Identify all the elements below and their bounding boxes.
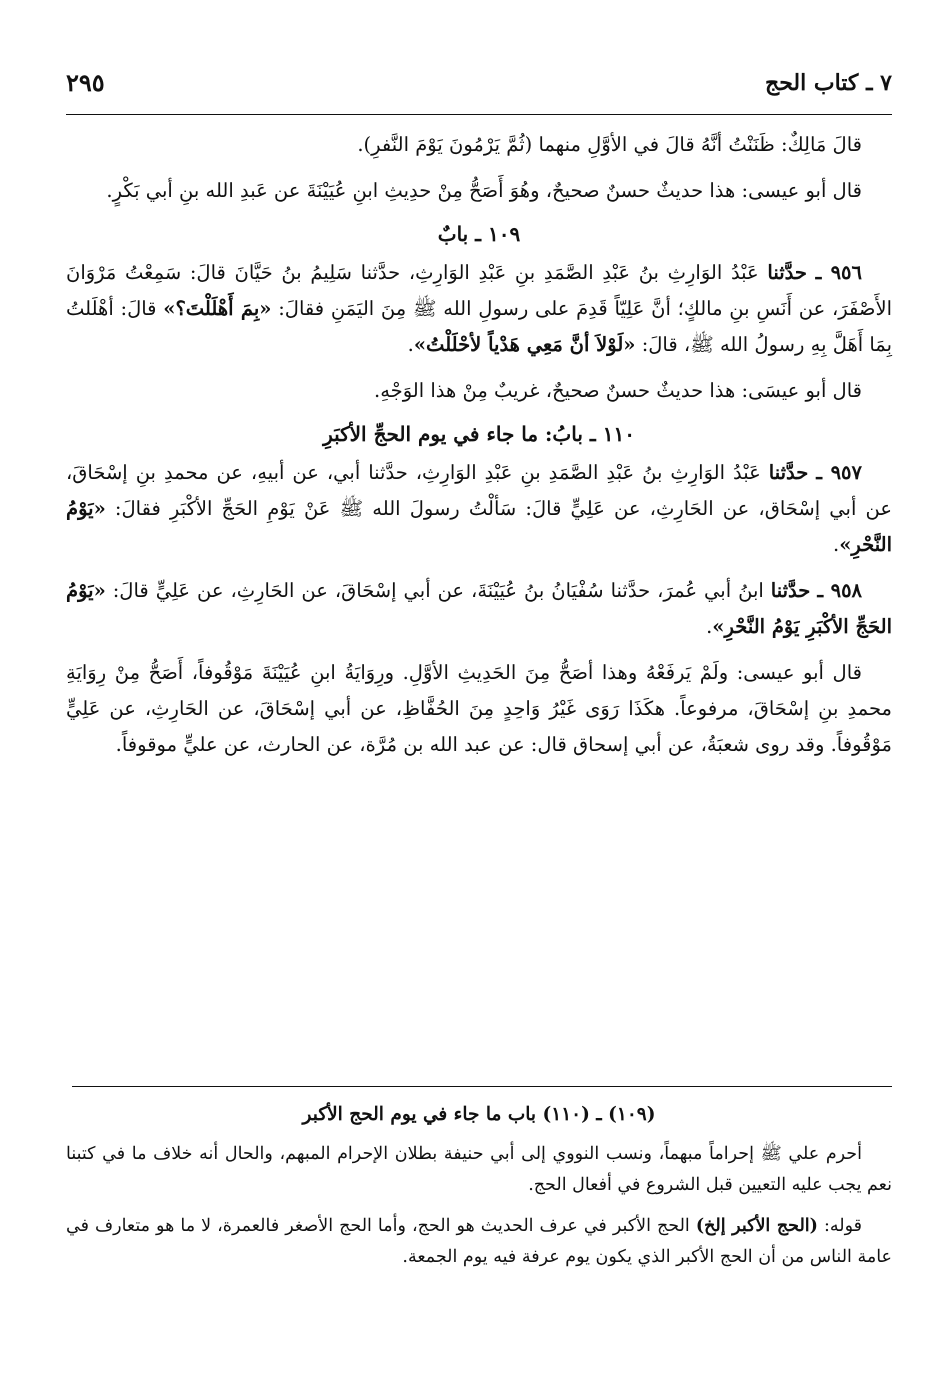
hadith-958 (66, 573, 892, 645)
hadith-text: عَبْدُ الوَارِثِ بنُ عَبْدِ الصَّمَدِ بنِ عَبْدِ الوَارِثِ، حدَّثنا سَلِيمُ بنُ حَيَّانَ قالَ: سَمِعْتُ مَرْوَانَ الأَصْفَرَ، عن أَنَسِ بنِ مالكٍ؛ أنَّ عَلِيّاً قَدِمَ على رسولِ الله ﷺ مِنَ اليَمَنِ فقالَ: (66, 261, 892, 320)
hadith-end: . (407, 333, 414, 356)
page-header (66, 54, 892, 115)
hadith-opener: حدَّثنا (768, 461, 809, 484)
footnote-prefix: قوله: (817, 1216, 862, 1236)
chapter-heading-109: ١٠٩ ـ بابٌ (437, 222, 521, 246)
hadith-opener: حدَّثنا (770, 579, 811, 602)
footnote-2 (66, 1211, 892, 1273)
prophet-quote: «بِمَ أَهْلَلْتَ؟» (163, 297, 272, 320)
hadith-number: ٩٥٦ ـ (815, 261, 862, 284)
prophet-quote: «يَوْمُ الحَجِّ الأكْبَرِ يَوْمُ النَّحْرِ» (66, 579, 892, 638)
page-number: ٢٩٥ (66, 68, 105, 97)
hadith-end: . (706, 615, 713, 638)
hadith-956 (66, 255, 892, 363)
running-title: ٧ ـ كتاب الحج (765, 70, 892, 96)
footnote-text: الحج الأكبر في عرف الحديث هو الحج، وأما الحج الأصغر فالعمرة، لا ما هو متعارف في عامة الناس من أن الحج الأكبر الذي يكون يوم عرفة فيه يوم الجمعة. (66, 1216, 892, 1267)
footnote-1: أحرم علي ﷺ إحراماً مبهماً، ونسب النووي إلى أبي حنيفة بطلان الإحرام المبهم، والحال أنه خلاف ما في كتبنا نعم يجب عليه التعيين قبل الشروع في أفعال الحج. (66, 1144, 892, 1195)
prophet-quote: «لَوْلاَ أنَّ مَعِي هَدْياً لأحْلَلْتُ» (413, 333, 636, 356)
hadith-text: ابنُ أبي عُمرَ، حدَّثنا سُفْيَانُ بنُ عُيَيْنَةَ، عن أبي إسْحَاقَ، عن الحَارِثِ، عن عَلِيٍّ قالَ: (105, 579, 771, 602)
chapter-heading-110: ١١٠ ـ بابُ: ما جاء في يوم الحجِّ الأكبَرِ (323, 422, 635, 446)
abu-isa-comment-1: قال أبو عيسى: هذا حديثٌ حسنٌ صحيحٌ، وهُوَ أَصَحُّ مِنْ حدِيثِ ابنِ عُيَيْنَةَ عن عَبدِ الله بنِ أبي بَكْرٍ. (106, 179, 862, 202)
hadith-text: قالَ: أهْلَلتُ بِمَا أَهَلَّ بِهِ رسولُ الله ﷺ، قالَ: (66, 297, 892, 356)
footnote-term: (الحج الأكبر إلخ) (695, 1216, 818, 1236)
footnote-title: (١٠٩) ـ (١١٠) باب ما جاء في يوم الحج الأكبر (302, 1104, 656, 1125)
footnote-divider (72, 1086, 892, 1087)
abu-isa-comment-3: قال أبو عيسى: ولَمْ يَرفَعْهُ وهذا أصَحُّ مِنَ الحَدِيثِ الأوَّلِ. ورِوَايَةُ ابنِ عُيَيْنَةَ مَوْقُوفاً، أَصَحُّ مِنْ رِوَايَةِ محمدِ بنِ إسْحَاقَ، مرفوعاً. هكَذَا رَوَى غَيْرُ وَاحِدٍ مِنَ الحُفَّاظِ، عن أبي إسْحَاقَ، عن الحَارِثِ، عن عَلِيٍّ مَوْقُوفاً. وقد روى شعبَةُ، عن أبي إسحاق قال: عن عبد الله بن مُرَّة، عن الحارث، عن عليٍّ موقوفاً. (66, 661, 892, 756)
hadith-957 (66, 455, 892, 563)
prophet-quote: «يَوْمُ النَّحْرِ» (66, 497, 892, 556)
hadith-opener: حدَّثنا (767, 261, 807, 284)
abu-isa-comment-2: قال أبو عيسَى: هذا حديثٌ حسنٌ صحيحٌ، غريبٌ مِنْ هذا الوَجْهِ. (374, 379, 862, 402)
malik-quote-paragraph: قالَ مَالِكٌ: ظَنَنْتُ أنَّهُ قالَ في الأوَّلِ منهما (ثُمَّ يَرْمُونَ يَوْمَ النَّفرِ). (357, 133, 862, 156)
book-page (66, 54, 892, 773)
main-text (66, 115, 892, 763)
hadith-text: عَبْدُ الوَارِثِ بنُ عَبْدِ الصَّمَدِ بنِ عَبْدِ الوَارِثِ، حدَّثنا أبي، عن أبيهِ، عن محمدِ بنِ إسْحَاقَ، عن أبي إسْحَاق، عن الحَارِثِ، عن عَلِيٍّ قالَ: سَألْتُ رسولَ الله ﷺ عَنْ يَوْمِ الحَجِّ الأكْبَرِ فقالَ: (66, 461, 892, 520)
hadith-end: . (833, 533, 840, 556)
footnotes-section (66, 1086, 892, 1283)
hadith-number: ٩٥٨ ـ (817, 579, 863, 602)
hadith-number: ٩٥٧ ـ (816, 461, 862, 484)
